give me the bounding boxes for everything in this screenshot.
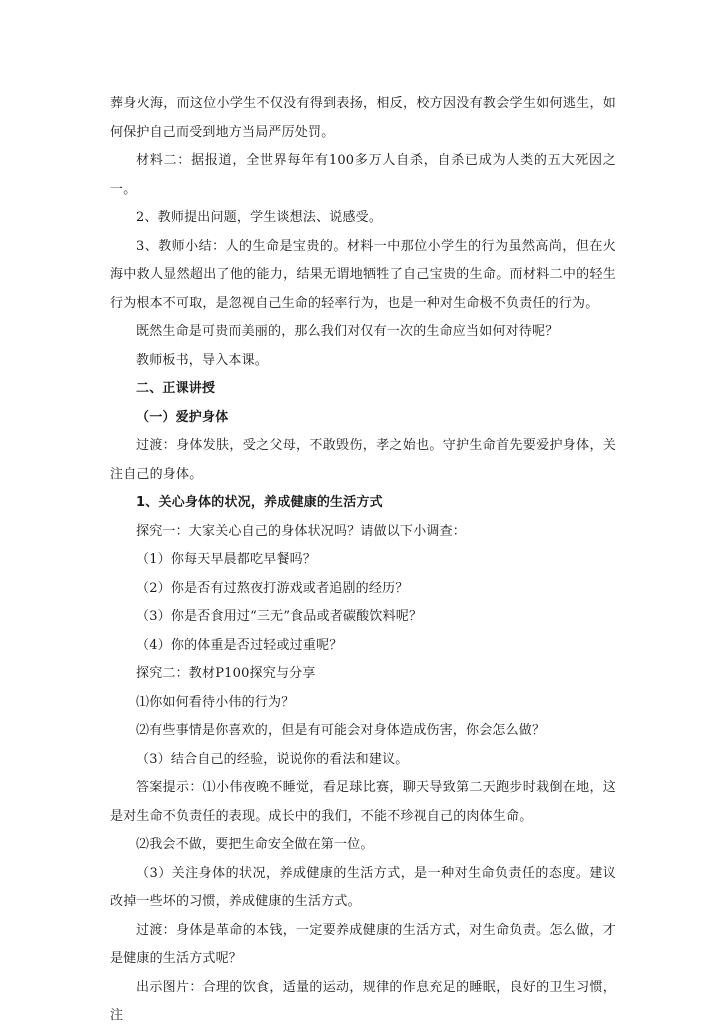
document-page — [110, 90, 616, 1031]
paragraph-11: 探究一：大家关心自己的身体状况吗？请做以下小调查： — [136, 523, 467, 539]
paragraph-19: （3）结合自己的经验，说说你的看法和建议。 — [136, 751, 409, 767]
paragraph-9: 过渡：身体发肤，受之父母，不敢毁伤，孝之始也。守护生命首先要爱护身体，关注自己的身体。 — [110, 438, 616, 482]
section-heading: 二、正课讲授 — [136, 381, 216, 396]
paragraph-4: 3、教师小结：人的生命是宝贵的。材料一中那位小学生的行为虽然高尚，但在火海中救人显然超出了他的能力，结果无谓地牺牲了自己宝贵的生命。而材料二中的轻生行为根本不可取，是忽视自己生命的轻率行为，也是一种对生命极不负责任的行为。 — [110, 238, 616, 311]
paragraph-13: （2）你是否有过熬夜打游戏或者追剧的经历？ — [136, 580, 409, 596]
topic-heading: 1、关心身体的状况，养成健康的生活方式 — [136, 495, 383, 510]
paragraph-17: ⑴你如何看待小伟的行为？ — [136, 694, 295, 710]
paragraph-24: 出示图片：合理的饮食，适量的运动，规律的作息充足的睡眠，良好的卫生习惯，注 — [110, 979, 616, 1023]
paragraph-5: 既然生命是可贵而美丽的，那么我们对仅有一次的生命应当如何对待呢？ — [136, 324, 559, 339]
paragraph-16: 探究二：教材P100探究与分享 — [136, 666, 316, 681]
paragraph-21: ⑵我会不做，要把生命安全做在第一位。 — [136, 837, 374, 852]
paragraph-15: （4）你的体重是否过轻或过重呢？ — [136, 637, 343, 653]
paragraph-23: 过渡：身体是革命的本钱，一定要养成健康的生活方式，对生命负责。怎么做，才是健康的生活方式呢？ — [110, 922, 616, 966]
paragraph-20: 答案提示：⑴小伟夜晚不睡觉，看足球比赛，聊天导致第二天跑步时栽倒在地，这是对生命不负责任的表现。成长中的我们，不能不珍视自己的肉体生命。 — [110, 780, 616, 824]
paragraph-12: （1）你每天早晨都吃早餐吗？ — [136, 552, 317, 567]
paragraph-2: 材料二：据报道，全世界每年有100多万人自杀，自杀已成为人类的五大死因之一。 — [110, 153, 616, 197]
paragraph-3: 2、教师提出问题，学生谈想法、说感受。 — [136, 210, 383, 225]
paragraph-6: 教师板书，导入本课。 — [136, 352, 269, 368]
paragraph-1: 葬身火海，而这位小学生不仅没有得到表扬，相反，校方因没有教会学生如何逃生，如何保护自己而受到地方当局严厉处罚。 — [110, 96, 616, 140]
paragraph-18: ⑵有些事情是你喜欢的，但是有可能会对身体造成伤害，你会怎么做？ — [136, 723, 546, 738]
paragraph-14: （3）你是否食用过“三无”食品或者碳酸饮料呢？ — [136, 609, 423, 624]
subsection-heading: （一）爱护身体 — [136, 409, 229, 425]
paragraph-22: （3）关注身体的状况，养成健康的生活方式，是一种对生命负责任的态度。建议改掉一些坏的习惯，养成健康的生活方式。 — [110, 865, 616, 909]
